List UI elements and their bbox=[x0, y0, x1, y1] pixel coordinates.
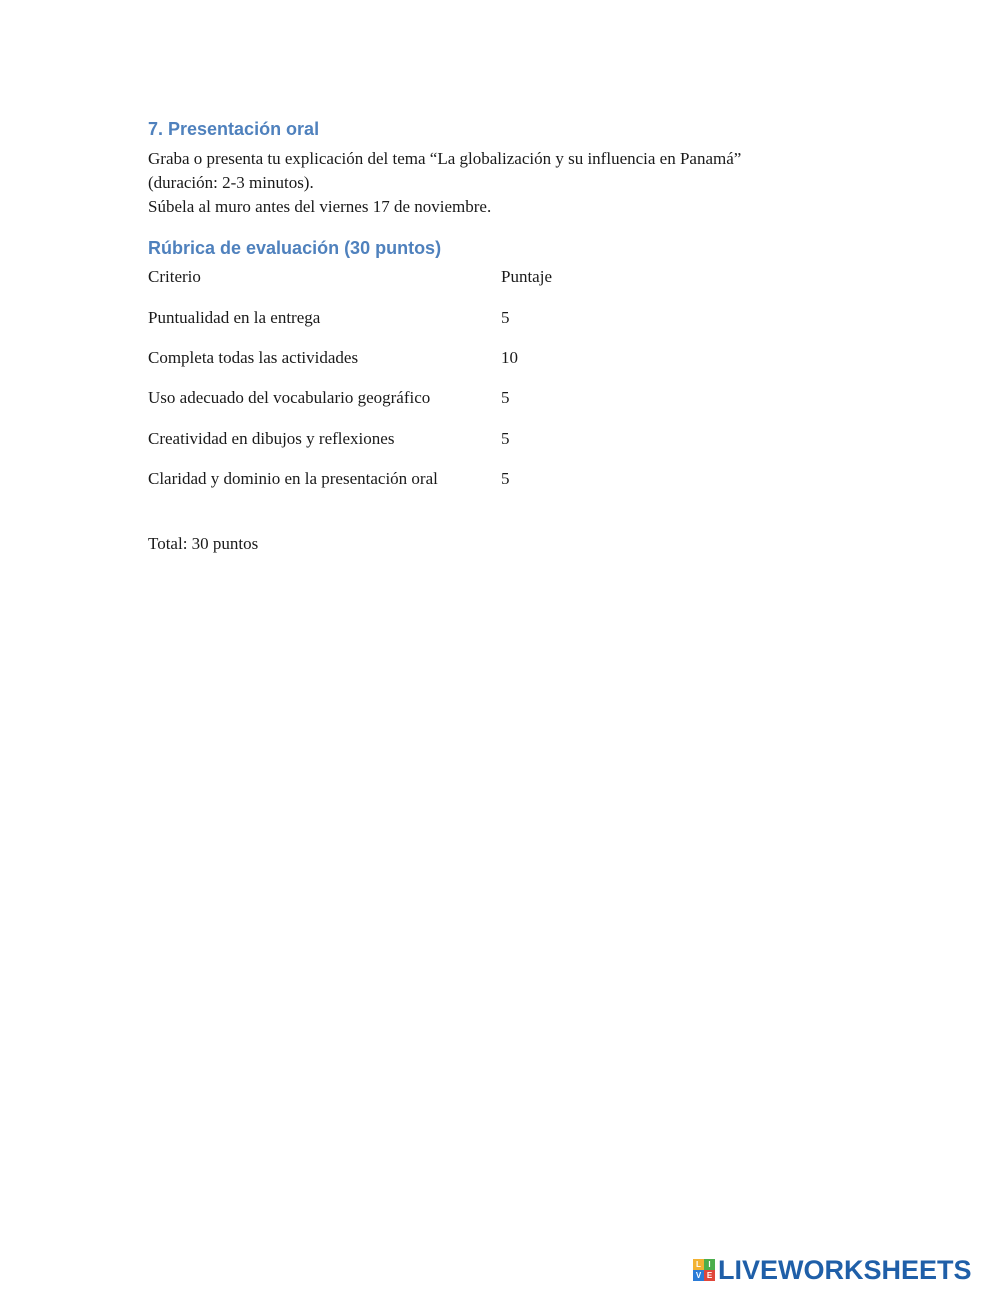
rubric-score: 5 bbox=[501, 469, 510, 488]
rubric-row bbox=[148, 386, 668, 410]
section-heading-presentacion-oral: 7. Presentación oral bbox=[148, 119, 320, 139]
logo-mark-l: L bbox=[693, 1259, 704, 1270]
liveworksheets-logo[interactable] bbox=[693, 1256, 972, 1284]
instruction-line-3: Súbela al muro antes del viernes 17 de noviembre. bbox=[148, 197, 492, 216]
rubric-row bbox=[148, 346, 668, 370]
rubric-heading: Rúbrica de evaluación (30 puntos) bbox=[148, 238, 442, 258]
rubric-criterion: Creatividad en dibujos y reflexiones bbox=[148, 429, 395, 448]
rubric-header-row bbox=[148, 265, 668, 289]
logo-mark-i: I bbox=[704, 1259, 715, 1270]
rubric-score: 5 bbox=[501, 308, 510, 327]
rubric-score: 5 bbox=[501, 388, 510, 407]
rubric-header-score: Puntaje bbox=[501, 267, 552, 286]
instruction-line-1: Graba o presenta tu explicación del tema “La globalización y su influencia en Panamá” bbox=[148, 149, 742, 168]
rubric-row bbox=[148, 306, 668, 330]
rubric-criterion: Completa todas las actividades bbox=[148, 348, 359, 367]
logo-mark-e: E bbox=[704, 1270, 715, 1281]
logo-mark-v: V bbox=[693, 1270, 704, 1281]
rubric-row bbox=[148, 467, 668, 491]
rubric-row bbox=[148, 427, 668, 451]
liveworksheets-logo-text: LIVEWORKSHEETS bbox=[718, 1255, 972, 1285]
rubric-score: 5 bbox=[501, 429, 510, 448]
liveworksheets-logo-icon bbox=[693, 1259, 715, 1281]
rubric-criterion: Claridad y dominio en la presentación oral bbox=[148, 469, 438, 488]
rubric-header-criterion: Criterio bbox=[148, 267, 201, 286]
rubric-criterion: Uso adecuado del vocabulario geográfico bbox=[148, 388, 431, 407]
instruction-line-2: (duración: 2-3 minutos). bbox=[148, 173, 314, 192]
rubric-total: Total: 30 puntos bbox=[148, 534, 259, 553]
rubric-criterion: Puntualidad en la entrega bbox=[148, 308, 321, 327]
rubric-score: 10 bbox=[501, 348, 518, 367]
